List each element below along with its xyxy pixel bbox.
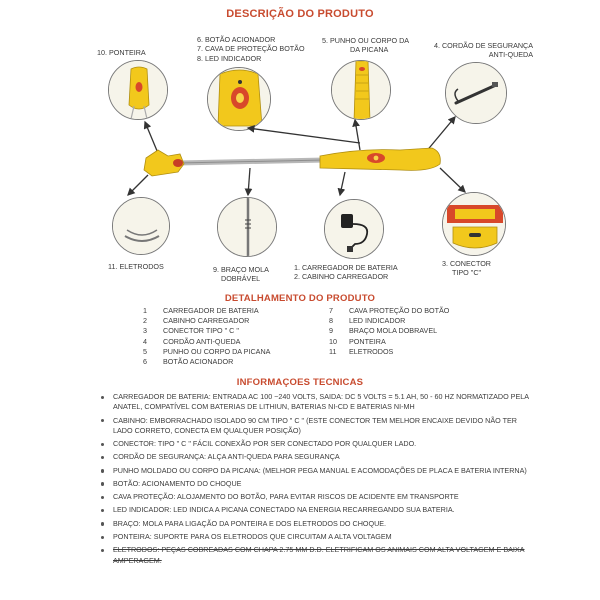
detail-label: CONECTOR TIPO " C " (163, 326, 239, 336)
detail-number: 6 (143, 357, 147, 367)
info-bullet-item (101, 519, 529, 529)
detail-label: CARREGADOR DE BATERIA (163, 306, 259, 315)
detail-number: 5 (143, 346, 147, 356)
info-bullet-item (101, 416, 529, 436)
callout-botao-line-2: 7. CAVA DE PROTEÇÃO BOTÃO (197, 44, 305, 54)
info-text: CARREGADOR DE BATERIA: ENTRADA AC 100 ~240 VOLTS, SAIDA: DC 5 VOLTS = 5.1 AH, 50 - 60 HZ NORMATIZADO PELA ANATEL, COMPATÍVEL COM BATERIAS DE LITHIUN, BATERIAS NI-CD E BATERIAS NI-MH (113, 392, 529, 412)
eletrodos-close-up-icon (113, 198, 170, 255)
callout-cordao-line-2: ANTI-QUEDA (488, 50, 534, 60)
detail-number: 9 (329, 326, 333, 336)
detail-number: 2 (143, 316, 147, 326)
info-bullet-item (101, 545, 529, 565)
detail-row (329, 306, 449, 316)
callout-botao-line-3: 8. LED INDICADOR (197, 53, 262, 63)
carregador-detail-circle (324, 199, 384, 259)
info-text: CORDÃO DE SEGURANÇA: ALÇA ANTI-QUEDA PARA SEGURANÇA (113, 452, 340, 462)
detail-label: CAVA PROTEÇÃO DO BOTÃO (349, 306, 450, 315)
callout-ponteira-line: 10. PONTEIRA (97, 48, 146, 57)
picana-product-image (144, 148, 440, 176)
callout-conector (442, 259, 491, 278)
callout-conector-line-1: 3. CONECTOR (442, 259, 491, 268)
callout-carregador (294, 263, 398, 282)
detail-label: LED INDICADOR (349, 316, 406, 326)
braco-close-up-icon (218, 198, 277, 257)
callout-carregador-line-1: 1. CARREGADOR DE BATERIA (294, 263, 398, 272)
detail-label: PONTEIRA (349, 336, 386, 346)
info-bullet-item (101, 392, 529, 412)
detail-label: ELETRODOS (349, 346, 394, 356)
detail-list-right (329, 306, 449, 357)
detail-label: BOTÃO ACIONADOR (163, 357, 234, 367)
braco-detail-circle (217, 197, 277, 257)
carregador-close-up-icon (325, 200, 384, 259)
conector-detail-circle (442, 192, 506, 256)
info-bullet-item (101, 466, 529, 476)
info-text: ELETRODOS: PEÇAS COBREADAS COM CHAPA 2.75 MM D.D. ELETRIFICAM OS ANIMAIS COM ALTA VOLTAGEM E BAIXA AMPERAGEM. (113, 545, 525, 565)
detail-row (143, 357, 270, 367)
detail-label: PUNHO OU CORPO DA PICANA (163, 346, 271, 356)
callout-eletrodos (108, 262, 164, 271)
callout-eletrodos-line: 11. ELETRODOS (108, 262, 164, 271)
info-section-title: INFORMAÇOES TECNICAS (236, 377, 364, 388)
detail-label: CORDÃO ANTI-QUEDA (163, 336, 241, 346)
info-bullet-item (101, 532, 529, 542)
detail-row (329, 316, 449, 326)
detail-section-title: DETALHAMENTO DO PRODUTO (224, 293, 376, 304)
detail-row (143, 306, 270, 316)
detail-row (143, 316, 270, 326)
info-text: CONECTOR: TIPO " C " FÁCIL CONEXÃO POR SER CONECTADO POR QUALQUER LADO. (113, 439, 417, 448)
info-text: CABINHO: EMBORRACHADO ISOLADO 90 CM TIPO " C " (ESTE CONECTOR TEM MELHOR ENCAIXE DEVIDO NÃO TER LADO CORRETO, CONECTA EM QUALQUER POSIÇÃO) (113, 415, 517, 435)
detail-row (143, 347, 270, 357)
detail-label: CABINHO CARREGADOR (163, 316, 250, 326)
detail-number: 11 (329, 346, 337, 356)
detail-row (143, 337, 270, 347)
detail-number: 10 (329, 336, 337, 346)
info-text: PONTEIRA: SUPORTE PARA OS ELETRODOS QUE CIRCUITAM A ALTA VOLTAGEM (113, 532, 392, 542)
info-text: CAVA PROTEÇÃO: ALOJAMENTO DO BOTÃO, PARA EVITAR RISCOS DE ACIDENTE EM TRANSPORTE (113, 492, 459, 502)
detail-row (329, 337, 449, 347)
detail-number: 7 (329, 306, 333, 315)
detail-number: 8 (329, 316, 333, 326)
info-bullet-item (101, 452, 529, 462)
detail-number: 3 (143, 326, 147, 336)
page-title: DESCRIÇÃO DO PRODUTO (226, 8, 374, 20)
info-text: BRAÇO: MOLA PARA LIGAÇÃO DA PONTEIRA E DOS ELETRODOS DO CHOQUE. (113, 518, 387, 528)
callout-braco-line-2: DOBRÁVEL (221, 274, 261, 284)
info-bullet-item (101, 439, 529, 449)
callout-cordao-line-1: 4. CORDÃO DE SEGURANÇA (434, 41, 534, 50)
detail-list-left (143, 306, 270, 367)
info-bullet-item (101, 479, 529, 489)
callout-carregador-line-2: 2. CABINHO CARREGADOR (294, 272, 389, 282)
info-bullet-item (101, 492, 529, 502)
info-text: LED INDICADOR: LED INDICA A PICANA CONECTADO NA ENERGIA RECARREGANDO SUA BATERIA. (113, 505, 455, 515)
info-text: PUNHO MOLDADO OU CORPO DA PICANA: (MELHOR PEGA MANUAL E ACOMODAÇÕES DE PLACA E BATERIA INTERNA) (113, 465, 527, 475)
callout-braco (213, 265, 269, 284)
eletrodos-detail-circle (112, 197, 170, 255)
info-list (101, 392, 529, 569)
info-text: BOTÃO: ACIONAMENTO DO CHOQUE (113, 478, 242, 488)
info-bullet-item (101, 505, 529, 515)
callout-braco-line-1: 9. BRAÇO MOLA (213, 265, 269, 274)
callout-conector-line-2: TIPO "C" (452, 268, 482, 278)
detail-label: BRAÇO MOLA DOBRAVEL (349, 326, 438, 336)
detail-row (329, 347, 449, 357)
callout-punho-line-1: 5. PUNHO OU CORPO DA (322, 36, 410, 45)
detail-number: 1 (143, 306, 147, 315)
detail-row (143, 326, 270, 336)
callout-botao-line-1: 6. BOTÃO ACIONADOR (197, 35, 276, 44)
detail-row (329, 326, 449, 336)
detail-number: 4 (143, 336, 147, 346)
callout-punho-line-2: DA PICANA (350, 45, 389, 55)
conector-close-up-icon (443, 193, 506, 256)
